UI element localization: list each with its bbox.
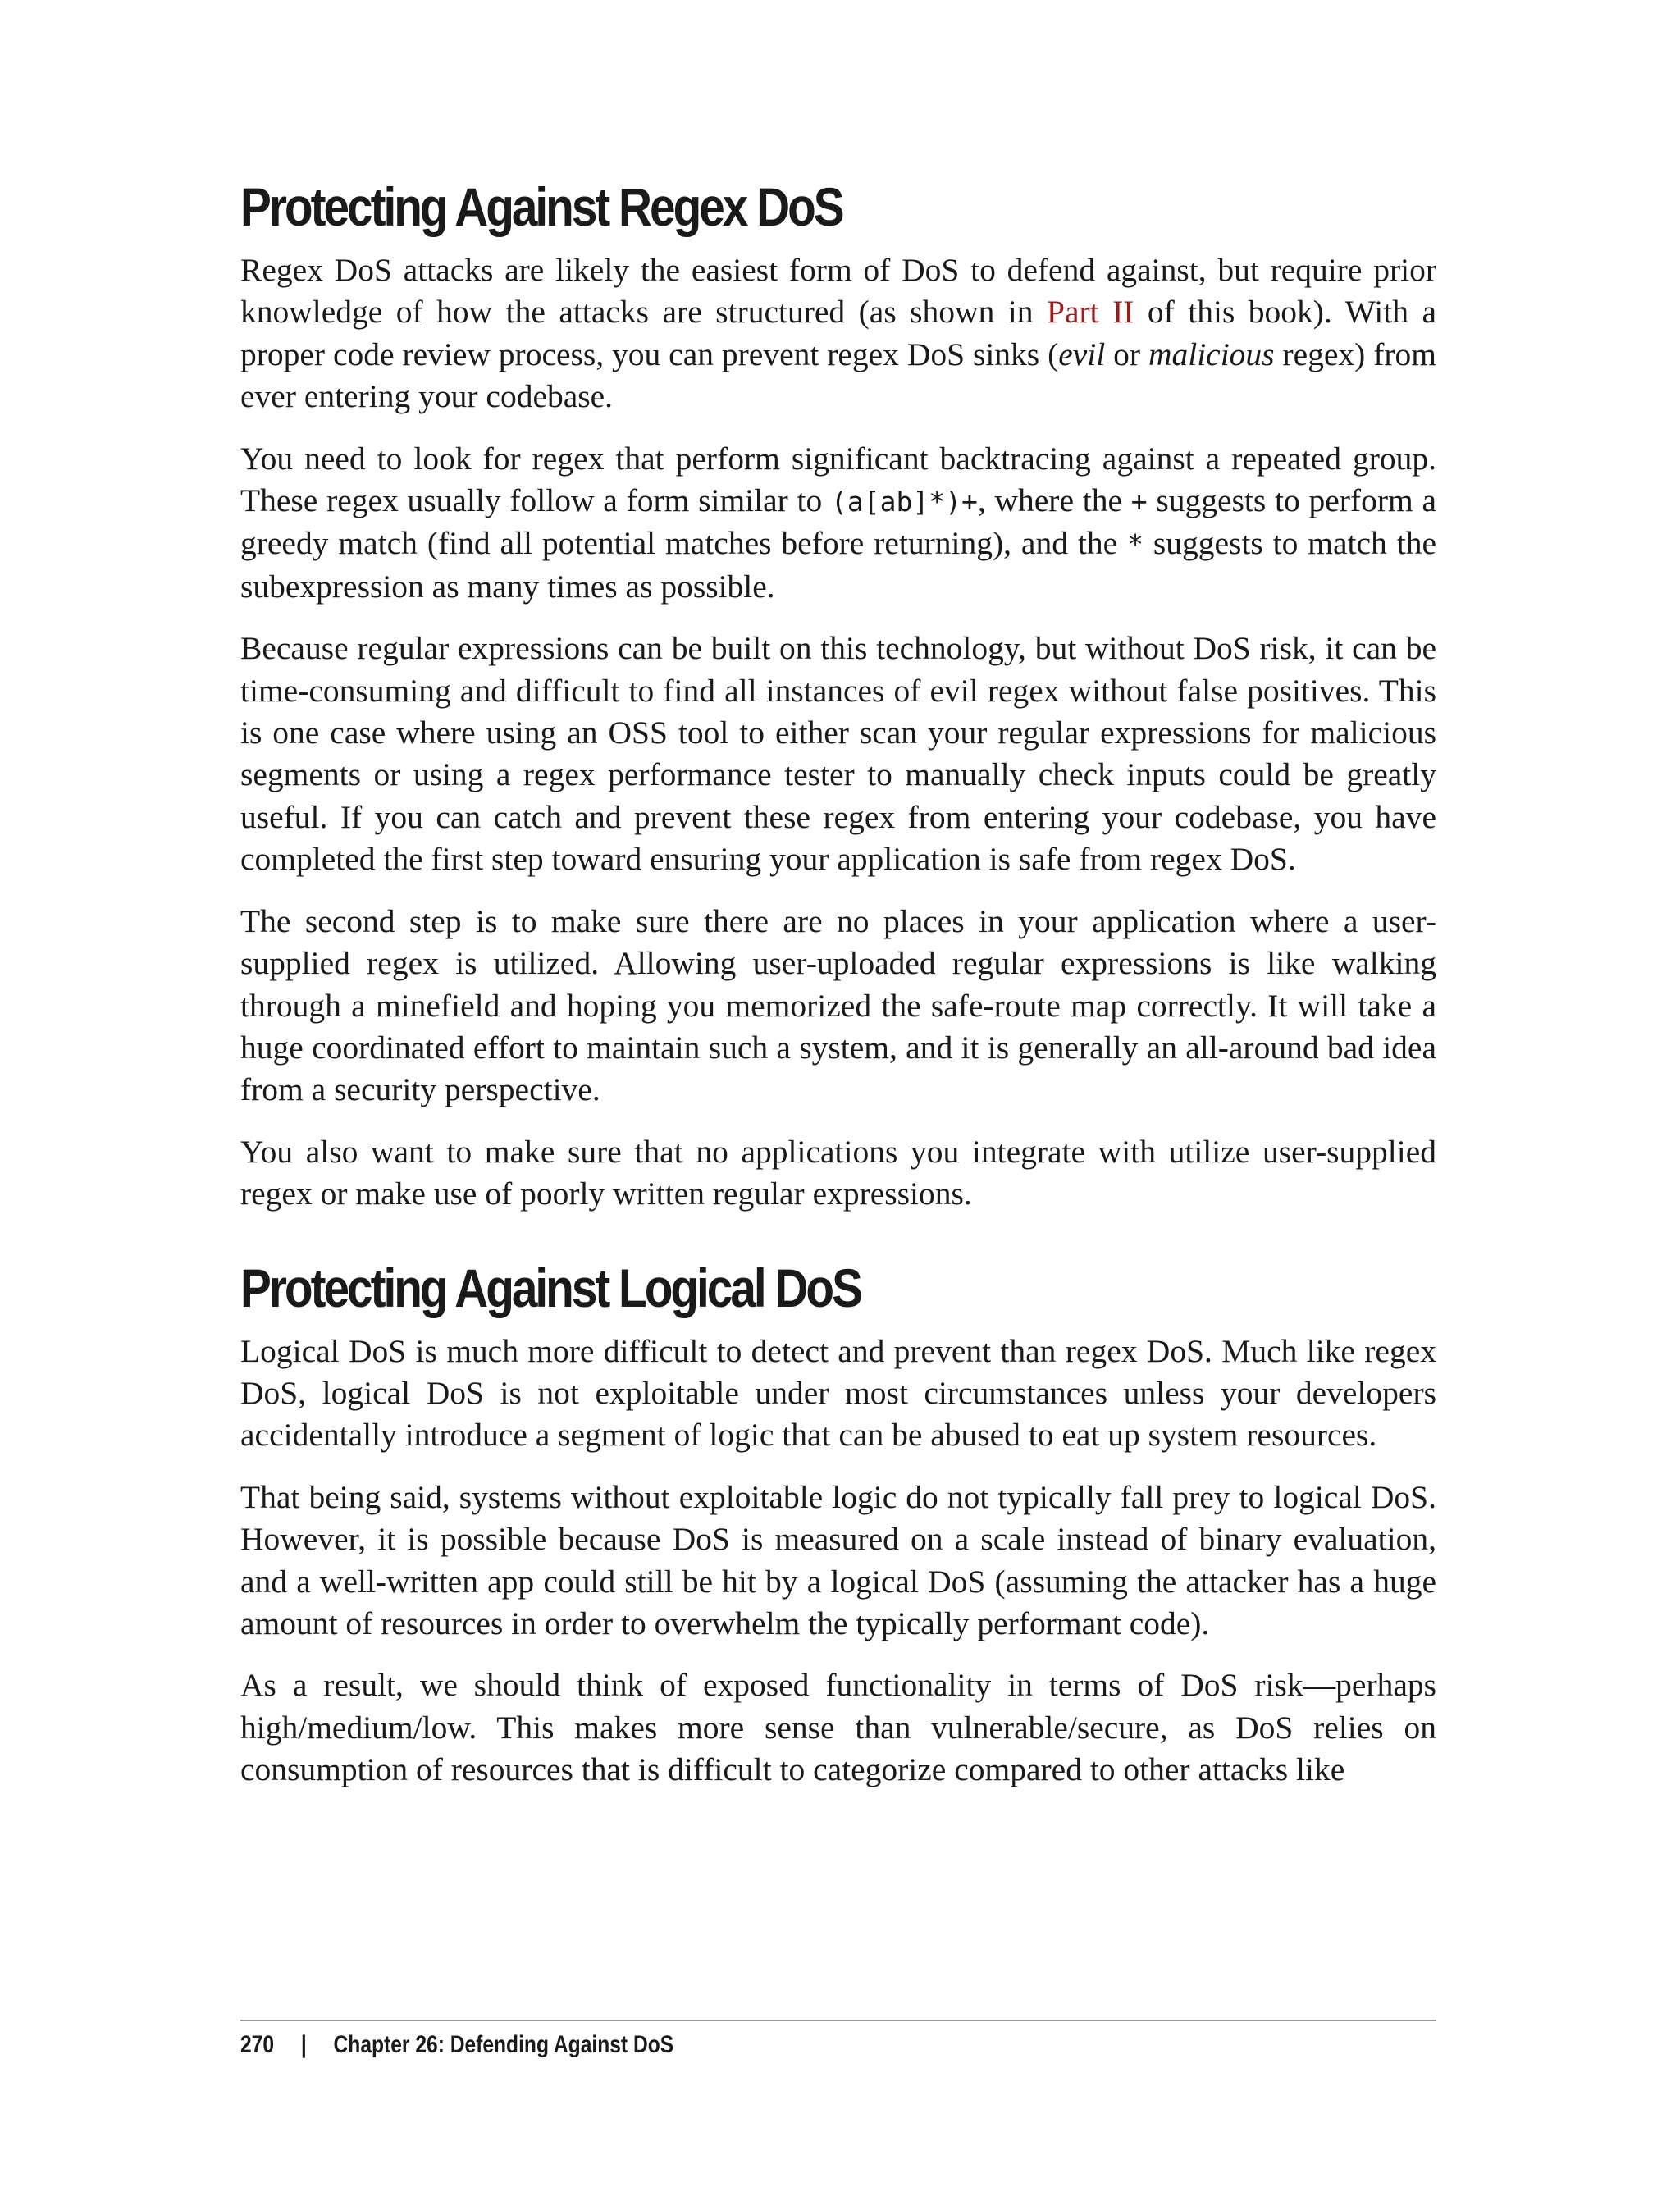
text-run: or — [1105, 336, 1148, 372]
section-heading-logical-dos: Protecting Against Logical DoS — [240, 1257, 861, 1318]
paragraph: As a result, we should think of exposed functionality in terms of DoS risk—perhaps high/medium/low. This makes more sense than vulnerable/secure, as DoS relies on consumption of resources that is difficult to categorize compared to other attacks like — [240, 1667, 1436, 1788]
emphasis: malicious — [1148, 336, 1275, 372]
paragraph — [240, 438, 1436, 609]
paragraph: That being said, systems without exploitable logic do not typically fall prey to logical DoS. However, it is possible because DoS is measured on a scale instead of binary evaluation, and a well-written app could still be hit by a logical DoS (assuming the attacker has a huge amount of resources in order to overwhelm the typically performant code). — [240, 1478, 1436, 1641]
inline-code: * — [1127, 528, 1144, 561]
text-run: of this book). With a proper code review process, you can prevent regex DoS sinks ( — [240, 294, 1436, 372]
inline-code: (a[ab]*)+ — [831, 486, 978, 518]
footer-separator: | — [300, 2031, 307, 2058]
footer-rule — [240, 2020, 1436, 2021]
inline-code: + — [1130, 486, 1148, 518]
page-content — [240, 174, 1436, 1811]
part-ii-link[interactable]: Part II — [1046, 294, 1134, 331]
page-number: 270 — [240, 2031, 275, 2058]
section-heading-regex-dos: Protecting Against Regex DoS — [240, 176, 842, 237]
chapter-title: Chapter 26: Defending Against DoS — [333, 2031, 674, 2058]
paragraph: Logical DoS is much more difficult to detect and prevent than regex DoS. Much like regex DoS, logical DoS is not exploitable under most circumstances unless your developers accidentally introduce a segment of logic that can be abused to eat up system resources. — [240, 1332, 1436, 1454]
page-footer — [240, 2029, 673, 2061]
text-run: regex) from ever entering your codebase. — [240, 336, 1437, 415]
paragraph: Because regular expressions can be built on this technology, but without DoS risk, it can be time-consuming and difficult to find all instances of evil regex without false positives. This is one case where using an OSS tool to either scan your regular expressions for malicious segments or using a regex performance tester to manually check inputs could be greatly useful. If you can catch and prevent these regex from entering your codebase, you have completed the first step toward ensuring your application is safe from regex DoS. — [240, 630, 1436, 878]
paragraph: The second step is to make sure there are no places in your application where a user-supplied regex is utilized. Allowing user-uploaded regular expressions is like walking through a minefield and hoping you memorized the safe-route map correctly. It will take a huge coordinated effort to maintain such a system, and it is generally an all-around bad idea from a security perspective. — [240, 902, 1436, 1108]
emphasis: evil — [1058, 336, 1106, 372]
text-run: suggests to match the subexpression as many times as possible. — [240, 525, 1436, 605]
text-run: , where the — [977, 482, 1131, 519]
paragraph — [240, 249, 1436, 418]
paragraph: You also want to make sure that no applications you integrate with utilize user-supplied regex or make use of poorly written regular expressions. — [240, 1133, 1436, 1212]
text-run: Regex DoS attacks are likely the easiest form of DoS to defend against, but require prior knowledge of how the attacks are structured (as shown in — [240, 252, 1436, 331]
text-run: You need to look for regex that perform significant backtracing against a repeated group. These regex usually follow a form similar to — [240, 440, 1436, 519]
text-run: suggests to perform a greedy match (find all potential matches before returning), and the — [240, 482, 1436, 562]
